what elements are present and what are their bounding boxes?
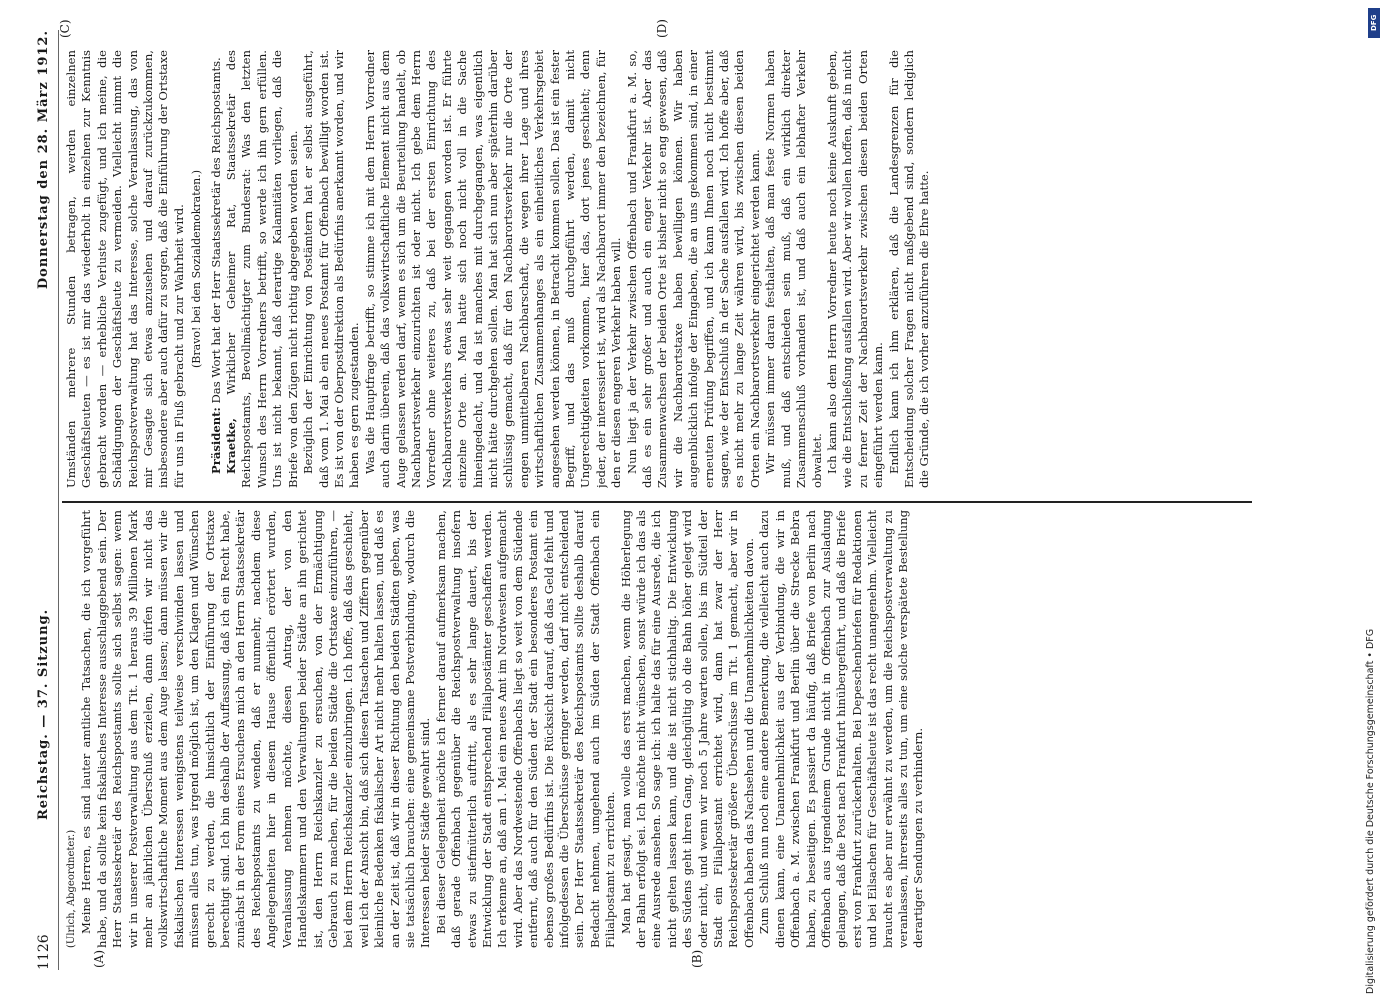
paragraph: Meine Herren, es sind lauter amtliche Tatsachen, die ich vorgeführt habe, und da sollte kein fiskalisches Interesse ausschlaggebend sein. Der Herr Staatssekretär des Reichspostamts sollte sich selbst sagen: wenn wir in unserer Postverwaltung aus dem Tit. 1 heraus 39 Millionen Mark mehr an jährlichen Überschuß erzielen, dann dürfen wir nicht das volkswirtschaftliche Moment aus dem Auge lassen; dann müssen wir die fiskalischen Interessen wenigstens teilweise verschwinden lassen und müssen alles tun, was irgend möglich ist, um den Klagen und Wünschen gerecht zu werden, die hinsichtlich der Einführung der Ortstaxe berechtigt sind. Ich bin deshalb der Auffassung, daß ich ein Recht habe, zunächst in der Form eines Ersuchens mich an den Herrn Staatssekretär des Reichspostamts zu wenden, daß er nunmehr, nachdem diese Angelegenheiten hier in diesem Hause öffentlich erörtert wurden, Veranlassung nehmen möchte, diesen Antrag, der von den Handelskammern und den Verwaltungen beider Städte an ihn gerichtet ist, den Herrn Reichskanzler zu ersuchen, von der Ermächtigung Gebrauch zu machen, für die beiden Städte die Ortstaxe einzuführen, — bei dem Herrn Reichskanzler einzubringen. Ich hoffe, daß das geschieht, weil ich der Ansicht bin, daß sich diesen Tatsachen und Ziffern gegenüber kleinliche Bedenken fiskalischer Art nicht mehr halten lassen, und daß es an der Zeit ist, daß wir in dieser Richtung den beiden Städten geben, was sie tatsächlich brauchen: eine gemeinsame Postverbindung, wodurch die Interessen beider Städte gewahrt sind. (79, 510, 433, 948)
paragraph: Man hat gesagt, man wolle das erst machen, wenn die Höherlegung der Bahn erfolgt sei. Ich möchte nicht wünschen, sonst würde ich das als eine Ausrede ansehen. So sage ich: ich halte das für eine Ausrede, die ich nicht gelten lassen kann, und die ist nicht stichhaltig. Die Entwicklung des Südens geht ihren Gang, gleichgültig ob die Bahn höher gelegt wird oder nicht, und wenn wir noch 5 Jahre warten sollen, bis im Südteil der Stadt ein Filialpostamt errichtet wird, dann hat zwar der Herr Reichspostsekretär größere Überschüsse im Tit. 1 gemacht, aber wir in Offenbach haben das Nachsehen und die Unannehmlichkeiten davon. (618, 510, 756, 948)
running-title: Reichstag. — 37. Sitzung. (36, 608, 51, 820)
paragraph: Bezüglich der Einrichtung von Postämtern hat er selbst ausgeführt, daß vom 1. Mai ab ein neues Postamt für Offenbach bewilligt worden ist. Es ist von der Oberpostdirektion als Bedürfnis anerkannt worden, und wir haben es gern zugestanden. (301, 50, 362, 488)
paragraph: Was die Hauptfrage betrifft, so stimme ich mit dem Herrn Vorredner auch darin überein, daß das volkswirtschaftliche Element nicht aus dem Auge gelassen werden darf, wenn es sich um die Beurteilung handelt, ob Nachbarortsverkehr einzurichten ist oder nicht. Ich gebe dem Herrn Vorredner ohne weiteres zu, daß bei der ersten Einrichtung des Nachbarortsverkehrs etwas sehr weit gegangen worden ist. Er führte einzelne Orte an. Man hatte sich noch nicht voll in die Sache hineingedacht, und da ist manches mit durchgegangen, was eigentlich nicht hätte durchgehen sollen. Man hat sich nun aber späterhin darüber schlüssig gemacht, daß für den Nachbarortsverkehr nur die Orte der engen unmittelbaren Nachbarschaft, die wegen ihrer Lage und ihres wirtschaftlichen Zusammenhanges als ein einheitliches Verkehrsgebiet angesehen werden können, in Betracht kommen sollen. Das ist ein fester Begriff, und das muß durchgeführt werden, damit nicht Ungerechtigkeiten vorkommen, hier das, dort jenes geschieht; denn jeder, der interessiert ist, wird als Nachbarort immer den bezeichnen, für den er diesen engeren Verkehr haben will. (362, 50, 624, 488)
speaker-label: Kraetke, (224, 418, 239, 474)
paragraph: Nun liegt ja der Verkehr zwischen Offenbach und Frankfurt a. M. so, daß es ein sehr großer und auch ein enger Verkehr ist. Aber das Zusammenwachsen der beiden Orte ist bisher nicht so eng gewesen, daß wir die Nachbarortstaxe haben bewilligen können. Wir haben augenblicklich infolge der Eingaben, die an uns gekommen sind, in einer erneuten Prüfung begriffen, und ich kann Ihnen noch nicht bestimmt sagen, wie der Entschluß in der Sache ausfallen wird. Ich hoffe aber, daß es nicht mehr zu lange Zeit währen wird, bis zwischen diesen beiden Orten ein Nachbarortsverkehr eingerichtet werden kann. (624, 50, 762, 488)
president-remark (209, 50, 224, 488)
header-rule (58, 30, 59, 970)
margin-marker-b: (B) (690, 949, 704, 968)
applause-note: (Bravo! bei den Sozialdemokraten.) (190, 169, 204, 369)
credit-text: Digitalisierung gefördert durch die Deutsche Forschungsgemeinschaft • DFG (1365, 628, 1376, 994)
margin-marker-a: (A) (92, 949, 106, 968)
president-text: Das Wort hat der Herr Staatssekretär des Reichspostamts. (208, 57, 223, 404)
speaker-remark (224, 50, 301, 488)
paragraph: Endlich kann ich ihm erklären, daß die Landesgrenzen für die Entscheidung solcher Fragen nicht maßgebend sind, sondern lediglich die Gründe, die ich vorher anzuführen die Ehre hatte. (886, 50, 932, 488)
paragraph: Zum Schluß nun noch eine andere Bemerkung, die vielleicht auch dazu dienen kann, eine Unannehmlichkeit aus der Verbindung, die wir in Offenbach a. M. zwischen Frankfurt und Berlin über die Strecke Bebra haben, zu beseitigen. Es passiert da häufig, daß Briefe von Berlin nach Offenbach aus irgendeinem Grunde nicht in Offenbach zur Ausladung gelangen, daß die Post nach Frankfurt hinübergeführt, und daß die Briefe erst von Frankfurt zurückerhalten. Bei Depeschenbriefen für Redaktionen und bei Eilsachen für Geschäftsleute ist das recht unangenehm. Vielleicht braucht es aber nur erwähnt zu werden, um die Reichspostverwaltung zu veranlassen, ihrerseits alles zu tun, um eine solche verspätete Bestellung derartiger Sendungen zu verhindern. (757, 510, 926, 948)
digitization-credit (1364, 0, 1383, 1000)
column-divider (62, 501, 1252, 503)
paragraph: Umständen mehrere Stunden betragen, werden einzelnen Geschäftsleuten — es ist mir das wiederholt in einzelnen zur Kenntnis gebracht worden — erhebliche Verluste zugefügt, und ich meine, die Schädigungen der Geschäftsleute zu vermeiden. Vielleicht nimmt die Reichspostverwaltung hat das Interesse, solche Veranlassung, das von mir Gesagte sich etwas anzusehen und darauf zurückzukommen, insbesondere aber auch dafür zu sorgen, daß die Einführung der Ortstaxe für uns in Fluß gebracht und zur Wahrheit wird. (64, 50, 186, 488)
speaker-text: Wirklicher Geheimer Rat, Staatssekretär des Reichspostamts, Bevollmächtigter zum Bundesrat: Was den letzten Wunsch des Herrn Vorredners betrifft, so werde ich ihn gern erfüllen. Uns ist nicht bekannt, daß derartige Kalamitäten vorliegen, daß die Briefe von den Zügen nicht richtig abgegeben worden seien. (224, 50, 300, 488)
margin-marker-c: (C) (58, 19, 72, 38)
paragraph: Bei dieser Gelegenheit möchte ich ferner darauf aufmerksam machen, daß gerade Offenbach gegenüber die Reichspostverwaltung insofern etwas zu stiefmütterlich auftritt, als es sehr lange dauert, bis der Entwicklung der Stadt entsprechend Filialpostämter geschaffen werden. Ich erkenne an, daß am 1. Mai ein neues Amt im Nordwesten aufgemacht wird. Aber das Nordwestende Offenbachs liegt so weit von dem Südende entfernt, daß auch für den Süden der Stadt ein besonderes Postamt ein ebenso großes Bedürfnis ist. Die Rücksicht darauf, daß das Geld fehlt und infolgedessen die Überschüsse geringer werden, darf nicht entscheidend sein. Der Herr Staatssekretär des Reichspostamts sollte deshalb darauf Bedacht nehmen, umgehend auch im Süden der Stadt Offenbach ein Filialpostamt zu errichten. (433, 510, 618, 948)
session-date: Donnerstag den 28. März 1912. (36, 30, 51, 290)
president-label: Präsident: (208, 407, 223, 474)
right-column (64, 50, 1244, 488)
margin-marker-d: (D) (655, 19, 669, 38)
dfg-logo: DFG (1368, 8, 1380, 38)
paragraph: Ich kann also dem Herrn Vorredner heute noch keine Auskunft geben, wie die Entschließung ausfallen wird. Aber wir wollen hoffen, daß in nicht zu ferner Zeit der Nachbarortsverkehr zwischen diesen beiden Orten eingeführt werden kann. (824, 50, 886, 488)
page-header (34, 30, 58, 970)
page-number: 1126 (36, 934, 52, 970)
speaker-tag: (Ulrich, Abgeordneter.) (66, 829, 77, 948)
paragraph: Wir müssen immer daran festhalten, daß man feste Normen haben muß, und daß entschieden sein muß, daß ein wirklich direkter Zusammenschluß vorhanden ist, und daß auch ein lebhafter Verkehr obwaltet. (763, 50, 824, 488)
left-column (64, 510, 1244, 948)
